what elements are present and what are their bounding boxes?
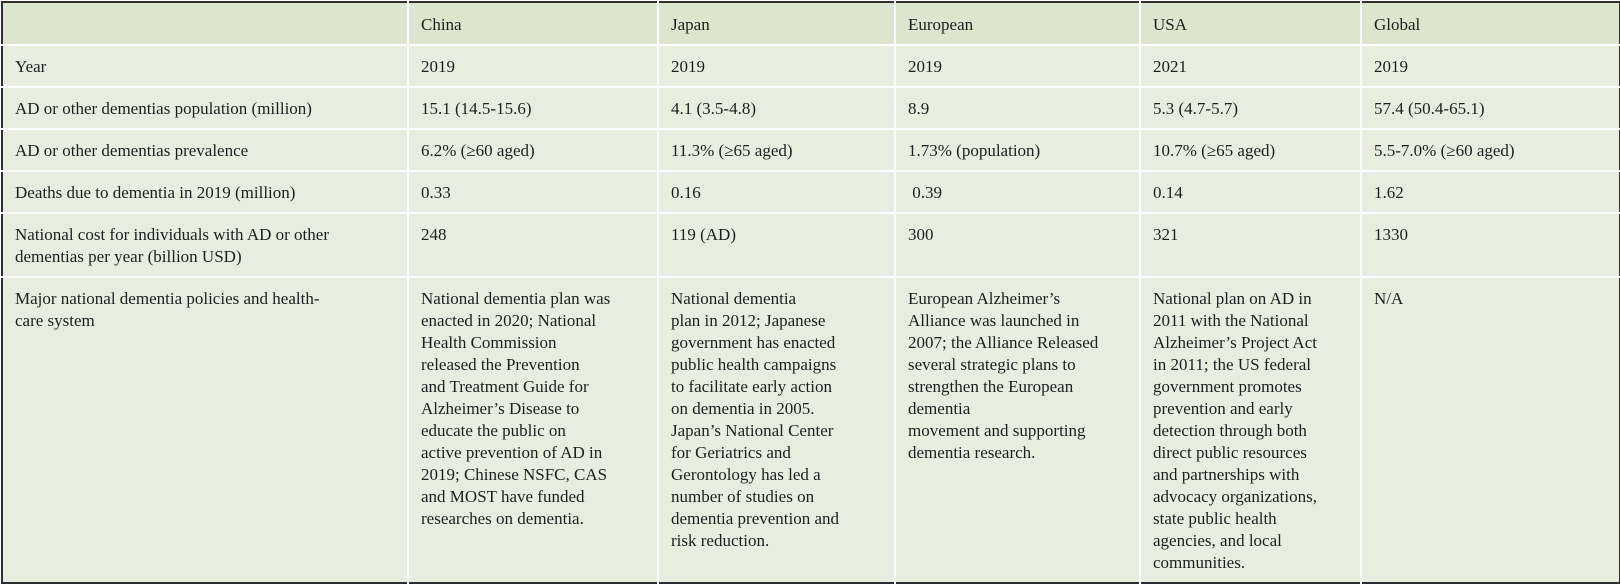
cell-usa: 0.14 [1140, 171, 1361, 213]
cell-usa: 5.3 (4.7-5.7) [1140, 87, 1361, 129]
cell-global: 5.5-7.0% (≥60 aged) [1361, 129, 1620, 171]
table-row-policies [2, 277, 1620, 583]
cell-china: 6.2% (≥60 aged) [408, 129, 658, 171]
cell-japan: 11.3% (≥65 aged) [658, 129, 895, 171]
cell-japan: 4.1 (3.5-4.8) [658, 87, 895, 129]
dementia-comparison-table [1, 1, 1620, 584]
header-global: Global [1361, 2, 1620, 45]
cell-global: N/A [1374, 289, 1404, 308]
cell-global: 1.62 [1361, 171, 1620, 213]
cell-global: 57.4 (50.4-65.1) [1361, 87, 1620, 129]
cell-usa: National plan on AD in 2011 with the National Alzheimer’s Project Act in 2011; the US federal government promotes prevention and early detection through both direct public resources and partnerships with advocacy organizations, state public health agencies, and local communities. [1140, 277, 1361, 583]
cell-usa: 10.7% (≥65 aged) [1140, 129, 1361, 171]
header-japan: Japan [658, 2, 895, 45]
cell-china: National dementia plan was enacted in 2020; National Health Commission released the Prevention and Treatment Guide for Alzheimer’s Disease to educate the public on active prevention of AD in 2019; Chinese NSFC, CAS and MOST have funded researches on dementia. [408, 277, 658, 583]
table-row-population [2, 87, 1620, 129]
header-row [2, 2, 1620, 45]
table-row-year [2, 45, 1620, 87]
cell-japan: 2019 [658, 45, 895, 87]
row-label: AD or other dementias prevalence [2, 129, 408, 171]
cell-european: European Alzheimer’s Alliance was launched in 2007; the Alliance Released several strategic plans to strengthen the European dementia movement and supporting dementia research. [895, 277, 1140, 583]
cell-european: 0.39 [895, 171, 1140, 213]
header-european: European [895, 2, 1140, 45]
cell-global: 2019 [1361, 45, 1620, 87]
cell-japan: 119 (AD) [658, 213, 895, 277]
header-usa: USA [1140, 2, 1361, 45]
row-label: Deaths due to dementia in 2019 (million) [2, 171, 408, 213]
cell-european: 300 [895, 213, 1140, 277]
cell-china: 15.1 (14.5-15.6) [408, 87, 658, 129]
cell-usa: 321 [1140, 213, 1361, 277]
row-label: Year [2, 45, 408, 87]
cell-japan: 0.16 [658, 171, 895, 213]
cell-global: 1330 [1361, 213, 1620, 277]
cell-european: 8.9 [895, 87, 1140, 129]
table-row-deaths [2, 171, 1620, 213]
row-label: AD or other dementias population (million) [2, 87, 408, 129]
cell-european: 1.73% (population) [895, 129, 1140, 171]
header-china: China [408, 2, 658, 45]
cell-china: 2019 [408, 45, 658, 87]
header-blank-cell [2, 2, 408, 45]
row-label: National cost for individuals with AD or other dementias per year (billion USD) [2, 213, 408, 277]
cell-european: 2019 [895, 45, 1140, 87]
cell-china: 0.33 [408, 171, 658, 213]
cell-china: 248 [408, 213, 658, 277]
table-row-cost [2, 213, 1620, 277]
table-row-prevalence [2, 129, 1620, 171]
cell-usa: 2021 [1140, 45, 1361, 87]
row-label: Major national dementia policies and health- care system [2, 277, 408, 583]
cell-japan: National dementia plan in 2012; Japanese government has enacted public health campaigns to facilitate early action on dementia in 2005. Japan’s National Center for Geriatrics and Gerontology has led a number of studies on dementia prevention and risk reduction. [658, 277, 895, 583]
